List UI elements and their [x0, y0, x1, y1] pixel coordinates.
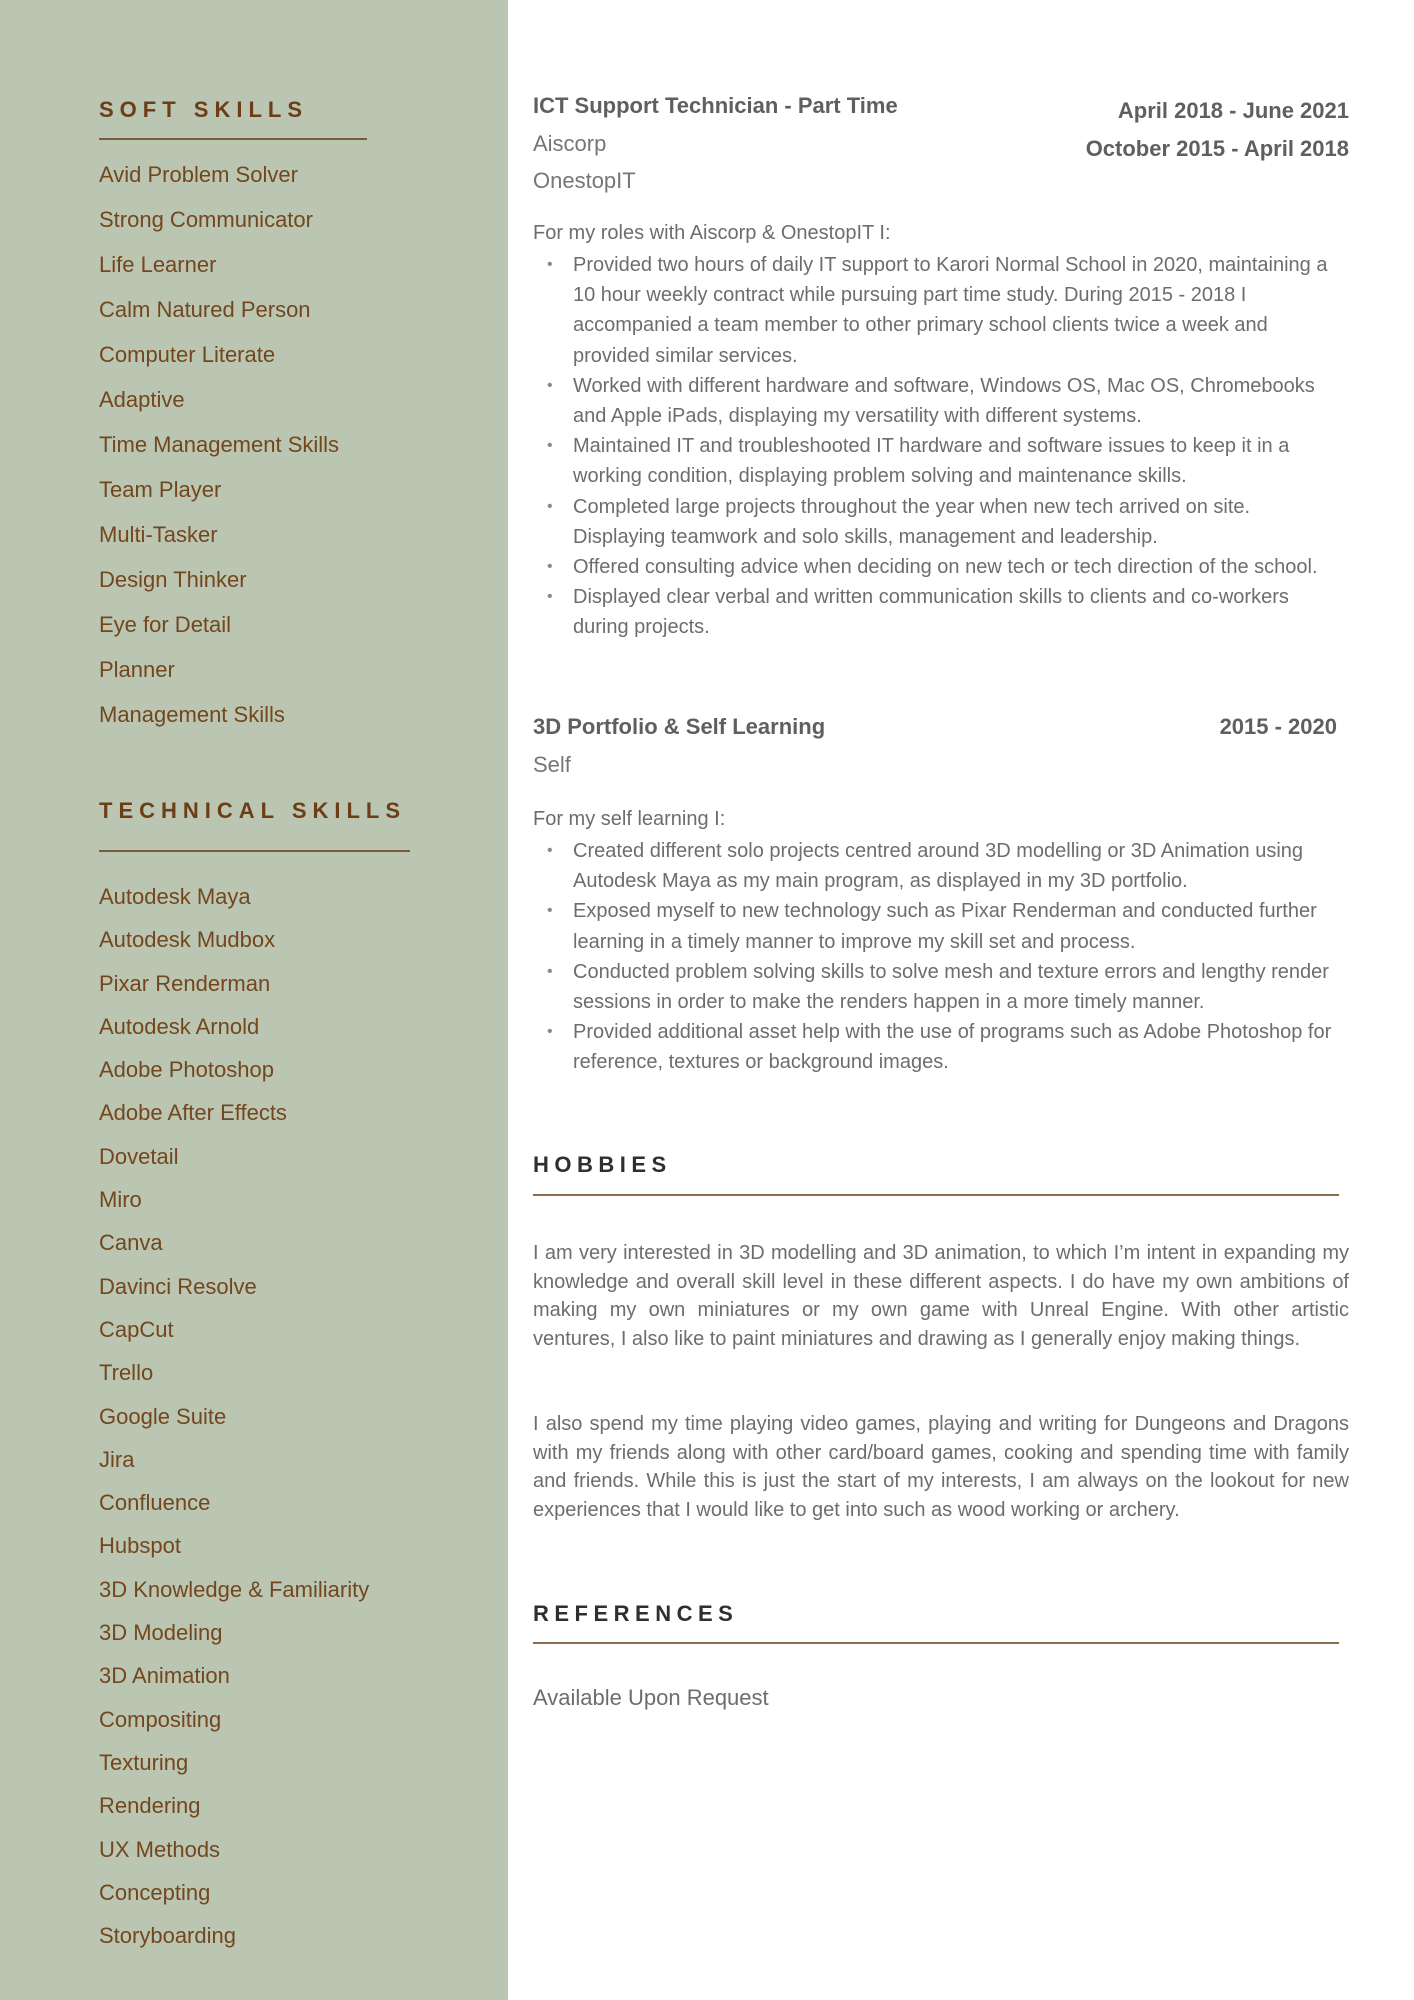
soft-skill-item: Eye for Detail — [99, 612, 232, 637]
soft-skill-item: Team Player — [99, 477, 222, 502]
technical-skills-heading: TECHNICAL SKILLS — [99, 798, 407, 823]
technical-skill-item: Miro — [99, 1187, 142, 1213]
project-date: 2015 - 2020 — [1219, 714, 1337, 739]
technical-skill-item: Hubspot — [99, 1533, 181, 1559]
hobbies-heading: HOBBIES — [533, 1152, 672, 1177]
technical-skill-item: UX Methods — [99, 1836, 221, 1862]
soft-skill-item: Computer Literate — [99, 342, 276, 367]
job-date-2: October 2015 - April 2018 — [1085, 136, 1349, 161]
technical-skill-item: Autodesk Maya — [99, 884, 251, 909]
technical-skill-item: Compositing — [99, 1706, 222, 1732]
soft-skill-item: Time Management Skills — [99, 432, 340, 457]
project-bullet: • Provided additional asset help with the use of programs such as Adobe Photoshop for reference, textures or background images. — [533, 1017, 1333, 1077]
technical-skill-item: Google Suite — [99, 1403, 227, 1429]
technical-skill-item: Autodesk Mudbox — [99, 927, 276, 953]
soft-skill-item: Adaptive — [99, 387, 185, 412]
references-heading: REFERENCES — [533, 1601, 739, 1626]
technical-skill-item: Jira — [99, 1446, 135, 1472]
project-bullet: • Created different solo projects centred around 3D modelling or 3D Animation using Autodesk Maya as my main program, as displayed in my 3D portfolio. — [533, 836, 1333, 896]
technical-skill-item: Concepting — [99, 1879, 211, 1905]
technical-skill-item: 3D Knowledge & Familiarity — [99, 1576, 370, 1602]
technical-skills-list — [99, 882, 369, 1964]
technical-skill-item: Storyboarding — [99, 1923, 236, 1949]
references-divider — [533, 1642, 1339, 1644]
soft-skill-item: Design Thinker — [99, 567, 247, 592]
soft-skill-item: Avid Problem Solver — [99, 162, 298, 187]
technical-skill-item: Adobe Photoshop — [99, 1057, 274, 1083]
soft-skills-list — [99, 160, 339, 745]
soft-skill-item: Multi-Tasker — [99, 522, 218, 547]
job-bullet: • Worked with different hardware and software, Windows OS, Mac OS, Chromebooks and Apple iPads, displaying my versatility with different systems. — [533, 371, 1333, 431]
technical-skill-item: Davinci Resolve — [99, 1273, 257, 1299]
hobbies-divider — [533, 1194, 1339, 1196]
technical-skill-item: Adobe After Effects — [99, 1100, 287, 1126]
technical-skill-item: Rendering — [99, 1793, 201, 1819]
technical-skill-item: Canva — [99, 1230, 163, 1256]
technical-skill-item: 3D Modeling — [99, 1620, 223, 1646]
soft-skill-item: Life Learner — [99, 252, 217, 277]
project-company: Self — [533, 752, 571, 777]
references-text: Available Upon Request — [533, 1685, 769, 1710]
job-bullet: • Completed large projects throughout the year when new tech arrived on site. Displaying teamwork and solo skills, management and leadership. — [533, 492, 1333, 552]
job-bullet: • Provided two hours of daily IT support to Karori Normal School in 2020, maintaining a 10 hour weekly contract while pursuing part time study. During 2015 - 2018 I accompanied a team member to other primary school clients twice a week and provided similar services. — [533, 250, 1333, 371]
project-intro: For my self learning I: — [533, 808, 726, 830]
job-bullet-list — [533, 250, 1333, 643]
hobbies-paragraph-2: I also spend my time playing video games, playing and writing for Dungeons and Dragons with my friends along with other card/board games, cooking and spending time with family and friends. While this is just the start of my interests, I am always on the lookout for new experiences that I would like to get into such as wood working or archery. — [533, 1413, 1349, 1521]
technical-skill-item: Pixar Renderman — [99, 970, 271, 996]
soft-skills-heading: SOFT SKILLS — [99, 97, 308, 122]
project-bullet: • Conducted problem solving skills to solve mesh and texture errors and lengthy render sessions in order to make the renders happen in a more timely manner. — [533, 957, 1333, 1017]
technical-skill-item: Confluence — [99, 1490, 211, 1516]
soft-skill-item: Management Skills — [99, 702, 285, 727]
hobbies-paragraph-1: I am very interested in 3D modelling and 3D animation, to which I’m intent in expanding my knowledge and overall skill level in these different aspects. I do have my own ambitions of making my own miniatures or my own game with Unreal Engine. With other artistic ventures, I also like to paint miniatures and drawing as I generally enjoy making things. — [533, 1242, 1349, 1350]
project-title: 3D Portfolio & Self Learning — [533, 714, 826, 739]
technical-skills-divider — [99, 850, 410, 852]
technical-skill-item: 3D Animation — [99, 1663, 230, 1689]
soft-skill-item: Planner — [99, 657, 175, 682]
technical-skill-item: Autodesk Arnold — [99, 1013, 260, 1039]
job-bullet: • Maintained IT and troubleshooted IT hardware and software issues to keep it in a working condition, displaying problem solving and maintenance skills. — [533, 431, 1333, 491]
job-bullet: • Displayed clear verbal and written communication skills to clients and co-workers during projects. — [533, 582, 1333, 642]
company-2: OnestopIT — [533, 168, 636, 193]
technical-skill-item: CapCut — [99, 1316, 174, 1342]
company-1: Aiscorp — [533, 131, 607, 156]
main-content — [533, 0, 1349, 2000]
soft-skills-divider — [99, 138, 367, 140]
technical-skill-item: Trello — [99, 1360, 154, 1386]
soft-skill-item: Strong Communicator — [99, 207, 313, 232]
job-title: ICT Support Technician - Part Time — [533, 93, 898, 118]
job-intro: For my roles with Aiscorp & OnestopIT I: — [533, 222, 891, 244]
project-bullet-list — [533, 836, 1333, 1078]
project-bullet: • Exposed myself to new technology such as Pixar Renderman and conducted further learning in a timely manner to improve my skill set and process. — [533, 896, 1333, 956]
technical-skill-item: Dovetail — [99, 1143, 179, 1169]
sidebar — [0, 0, 508, 2000]
soft-skill-item: Calm Natured Person — [99, 297, 311, 322]
technical-skill-item: Texturing — [99, 1749, 189, 1775]
job-bullet: • Offered consulting advice when deciding on new tech or tech direction of the school. — [533, 552, 1333, 582]
job-date-1: April 2018 - June 2021 — [1117, 98, 1349, 123]
